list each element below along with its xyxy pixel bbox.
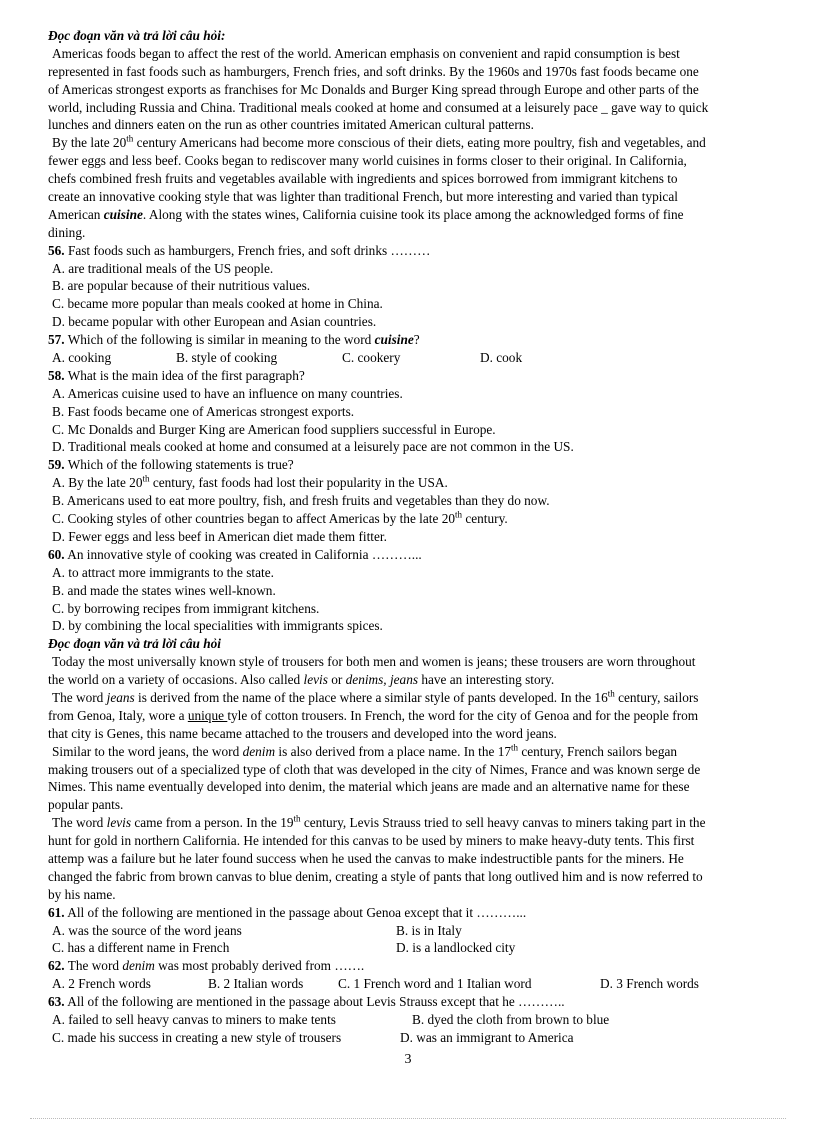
question-58 — [48, 367, 778, 385]
question-stem: What is the main idea of the first paragraph? — [64, 367, 305, 383]
text-run: C. Cooking styles of other countries began to affect Americas by the late 20 — [52, 511, 455, 527]
question-60 — [48, 546, 778, 564]
text-run: tyle of cotton trousers. In French, the word for the city of Genoa and for the people from — [227, 707, 699, 723]
question-61 — [48, 904, 778, 922]
page-number: 3 — [404, 1052, 412, 1067]
answer-option[interactable]: C. became more popular than meals cooked at home in China. — [52, 296, 383, 312]
text-run: century Americans had become more conscious of their diets, eating more poultry, fish and vegetables, and — [133, 135, 706, 151]
text-run: from Genoa, Italy, wore a — [48, 707, 188, 723]
text-run: . Along with the states wines, California cuisine took its place among the acknowledged forms of fine — [142, 206, 684, 222]
text-run: century, fast foods had lost their popularity in the USA. — [149, 475, 448, 491]
passage1-line — [48, 206, 778, 224]
answer-option[interactable]: A. are traditional meals of the US people. — [52, 260, 274, 276]
answer-option[interactable]: B. is in Italy — [396, 922, 462, 938]
answer-option[interactable]: B. Fast foods became one of Americas strongest exports. — [52, 403, 355, 419]
question-number: 61. — [48, 904, 65, 920]
section1-heading: Đọc đoạn văn và trả lời câu hỏi: — [48, 28, 226, 43]
answer-option[interactable]: A. cooking — [52, 350, 112, 366]
italic-word: levis — [303, 672, 328, 688]
text-run: By the late 20 — [52, 135, 127, 151]
answer-row — [48, 1011, 778, 1029]
text-run: have an interesting story. — [418, 672, 555, 688]
answer-row — [48, 939, 778, 957]
question-stem: All of the following are mentioned in the passage about Genoa except that it ………... — [64, 904, 527, 920]
passage2-line — [48, 814, 778, 832]
passage2-line: hunt for gold in northern California. He intended for this canvas to be used by miners to make heavy-duty tents. This first — [48, 833, 695, 849]
question-number: 57. — [48, 332, 65, 348]
answer-option[interactable]: C. made his success in creating a new style of trousers — [52, 1029, 342, 1045]
passage2-line: popular pants. — [48, 797, 124, 813]
page-bottom-divider — [30, 1118, 786, 1119]
answer-option[interactable]: D. cook — [480, 350, 523, 366]
emphasized-word: cuisine — [103, 206, 143, 222]
passage1-line: of Americas strongest exports as franchises for Mc Donalds and Burger King spread through Europe and other parts of the — [48, 81, 699, 97]
answer-option[interactable]: C. Mc Donalds and Burger King are American food suppliers successful in Europe. — [52, 421, 496, 437]
question-62 — [48, 957, 778, 975]
text-run: the world on a variety of occasions. Also called — [48, 672, 304, 688]
passage1-line: dining. — [48, 224, 86, 240]
question-63 — [48, 993, 778, 1011]
answer-option[interactable]: D. was an immigrant to America — [400, 1029, 574, 1045]
answer-option[interactable]: B. are popular because of their nutritious values. — [52, 278, 311, 294]
answer-option[interactable]: D. is a landlocked city — [396, 940, 516, 956]
answer-row — [48, 1029, 778, 1047]
answer-row — [48, 349, 778, 367]
passage1-line: lunches and dinners eaten on the run as other countries imitated American cultural patterns. — [48, 117, 534, 133]
superscript: th — [142, 473, 150, 484]
passage2-line: Nimes. This name eventually developed into denim, the material which jeans are made and an alternative name for these — [48, 779, 690, 795]
answer-option[interactable] — [48, 474, 778, 492]
question-number: 56. — [48, 242, 65, 258]
passage1-line — [48, 134, 778, 152]
text-run: is derived from the name of the place where a similar style of pants developed. In the 16 — [134, 689, 608, 705]
answer-option[interactable]: B. 2 Italian words — [208, 976, 304, 992]
passage1-line: represented in fast foods such as hamburgers, French fries, and soft drinks. By the 1960s and 1970s fast foods became one — [48, 63, 699, 79]
italic-word: denim — [242, 743, 276, 759]
question-56 — [48, 242, 778, 260]
question-number: 59. — [48, 457, 65, 473]
underlined-word: unique — [187, 707, 228, 723]
text-run: The word — [52, 815, 107, 831]
answer-option[interactable]: C. 1 French word and 1 Italian word — [338, 976, 532, 992]
question-number: 58. — [48, 367, 65, 383]
superscript: th — [607, 688, 615, 699]
passage2-line — [48, 689, 778, 707]
text-run: A. By the late 20 — [52, 475, 143, 491]
question-number: 60. — [48, 546, 65, 562]
question-stem: Which of the following statements is true? — [64, 457, 294, 473]
italic-word: levis — [106, 815, 132, 831]
passage2-line: by his name. — [48, 886, 116, 902]
text-run: century, Levis Strauss tried to sell heavy canvas to miners taking part in the — [300, 815, 706, 831]
answer-row — [48, 922, 778, 940]
answer-option[interactable]: A. was the source of the word jeans — [52, 922, 242, 938]
question-stem: The word — [64, 958, 123, 974]
question-stem: An innovative style of cooking was created in California ………... — [64, 546, 422, 562]
answer-option[interactable]: B. style of cooking — [176, 350, 278, 366]
passage2-line: Today the most universally known style of trousers for both men and women is jeans; these trousers are worn throughout — [52, 654, 696, 670]
answer-option[interactable]: A. to attract more immigrants to the state. — [52, 564, 274, 580]
answer-option[interactable]: B. and made the states wines well-known. — [52, 582, 276, 598]
passage2-line — [48, 743, 778, 761]
answer-option[interactable] — [48, 510, 778, 528]
passage1-line: create an innovative cooking style that was lighter than traditional French, but more interesting and varied than typical — [48, 189, 678, 205]
question-57 — [48, 331, 778, 349]
question-number: 63. — [48, 994, 65, 1010]
text-run: Similar to the word jeans, the word — [52, 743, 243, 759]
question-number: 62. — [48, 958, 65, 974]
text-run: The word — [52, 689, 107, 705]
passage2-line: attemp was a failure but he later found success when he used the canvas to make indestructible pants for the miners. He — [48, 850, 684, 866]
passage1-line: chefs combined fresh fruits and vegetables available with ingredients and spices borrowed from immigrant kitchens to — [48, 171, 678, 187]
emphasized-word: cuisine — [374, 332, 414, 348]
text-run: century, French sailors began — [518, 743, 678, 759]
answer-option[interactable]: C. has a different name in French — [52, 940, 230, 956]
passage2-line: that city is Genes, this name became attached to the trousers and developed into the word jeans. — [48, 725, 557, 741]
italic-word: denim — [122, 958, 155, 974]
answer-option[interactable]: B. Americans used to eat more poultry, fish, and fresh fruits and vegetables than they do now. — [52, 493, 550, 509]
answer-row — [48, 975, 778, 993]
text-run: ? — [413, 332, 420, 348]
passage2-line — [48, 671, 778, 689]
superscript: th — [455, 509, 463, 520]
text-run: was most probably derived from ……. — [154, 958, 365, 974]
superscript: th — [293, 813, 301, 824]
document-page — [48, 27, 778, 1047]
answer-option[interactable]: D. Fewer eggs and less beef in American diet made them fitter. — [52, 528, 387, 544]
italic-word: denims, jeans — [345, 672, 419, 688]
passage2-line: making trousers out of a specialized type of cloth that was developed in the city of Nimes, France and was known serge de — [48, 761, 701, 777]
answer-option[interactable]: D. became popular with other European and Asian countries. — [52, 314, 377, 330]
text-run: century, sailors — [614, 689, 699, 705]
passage1-line: fewer eggs and less beef. Cooks began to rediscover many world cuisines in forms closer to their original. In California, — [48, 153, 687, 169]
answer-option[interactable]: C. cookery — [342, 350, 401, 366]
answer-option[interactable]: A. 2 French words — [52, 976, 151, 992]
italic-word: jeans — [106, 689, 135, 705]
answer-option[interactable]: D. Traditional meals cooked at home and consumed at a leisurely pace are not common in the US. — [52, 439, 574, 455]
text-run: American — [48, 206, 104, 222]
superscript: th — [126, 133, 134, 144]
passage2-line: changed the fabric from brown canvas to blue denim, creating a style of pants that long outlived him and is now referred to — [48, 868, 703, 884]
answer-option[interactable]: A. Americas cuisine used to have an influence on many countries. — [52, 385, 403, 401]
passage2-line — [48, 707, 778, 725]
answer-option[interactable]: A. failed to sell heavy canvas to miners to make tents — [52, 1011, 336, 1027]
question-stem: Fast foods such as hamburgers, French fries, and soft drinks ……… — [64, 242, 431, 258]
superscript: th — [511, 742, 519, 753]
text-run: is also derived from a place name. In the 17 — [275, 743, 511, 759]
answer-option[interactable]: D. 3 French words — [600, 976, 699, 992]
question-59 — [48, 456, 778, 474]
text-run: or — [327, 672, 346, 688]
passage1-line: world, including Russia and China. Traditional meals cooked at home and consumed at a leisurely pace _ gave way to quick — [48, 99, 709, 115]
section2-heading: Đọc đoạn văn và trả lời câu hỏi — [48, 636, 221, 652]
question-stem: All of the following are mentioned in the passage about Levis Strauss except that he ……….. — [64, 994, 565, 1010]
answer-option[interactable]: B. dyed the cloth from brown to blue — [412, 1011, 610, 1027]
text-run: came from a person. In the 19 — [131, 815, 294, 831]
question-stem: Which of the following is similar in meaning to the word — [64, 332, 375, 348]
passage1-line: Americas foods began to affect the rest of the world. American emphasis on convenient and rapid consumption is best — [52, 45, 680, 61]
answer-option[interactable]: C. by borrowing recipes from immigrant kitchens. — [52, 600, 320, 616]
answer-option[interactable]: D. by combining the local specialities with immigrants spices. — [52, 618, 383, 634]
text-run: century. — [462, 511, 508, 527]
